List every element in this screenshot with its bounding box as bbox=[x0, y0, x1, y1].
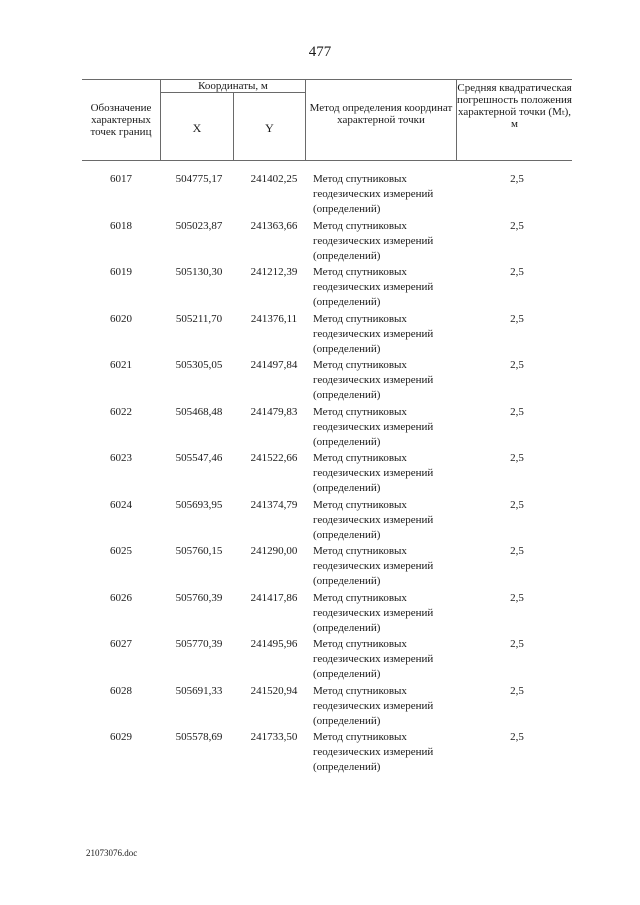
coordinate-y: 241290,00 bbox=[250, 545, 298, 557]
method-cell: Метод спутниковых геодезических измерений (определений) bbox=[313, 591, 434, 634]
coordinate-y: 241376,11 bbox=[250, 312, 298, 325]
method-cell: Метод спутниковых геодезических измерений (определений) bbox=[313, 173, 434, 215]
method-cell: Метод спутниковых геодезических измерений (определений) bbox=[313, 498, 434, 541]
table-row bbox=[82, 265, 575, 312]
coordinate-x: 505211,70 bbox=[175, 312, 223, 325]
coordinate-x: 505691,33 bbox=[175, 684, 223, 697]
point-id: 6018 bbox=[110, 219, 132, 232]
coordinate-x: 505760,39 bbox=[175, 591, 223, 604]
method-cell: Метод спутниковых геодезических измерений (определений) bbox=[313, 266, 434, 308]
coordinate-y: 241212,39 bbox=[250, 266, 298, 278]
table-row bbox=[82, 637, 575, 684]
point-id: 6017 bbox=[110, 173, 132, 185]
table-body bbox=[82, 172, 575, 777]
coordinate-y: 241363,66 bbox=[250, 219, 298, 232]
coordinate-x: 505693,95 bbox=[175, 498, 223, 511]
document-filename: 21073076.doc bbox=[86, 848, 138, 858]
method-cell: Метод спутниковых геодезических измерений (определений) bbox=[313, 684, 434, 727]
method-cell: Метод спутниковых геодезических измерений (определений) bbox=[313, 405, 434, 448]
error-cell: 2,5 bbox=[510, 173, 524, 185]
table-row bbox=[82, 312, 575, 359]
table-row bbox=[82, 358, 575, 405]
coordinate-y: 241520,94 bbox=[250, 684, 298, 697]
table-row bbox=[82, 544, 575, 591]
coordinate-y: 241495,96 bbox=[250, 638, 298, 650]
point-id: 6019 bbox=[110, 266, 132, 278]
point-id: 6025 bbox=[110, 545, 132, 557]
header-method: Метод определения координат характерной точки bbox=[309, 102, 453, 126]
point-id: 6024 bbox=[110, 498, 132, 511]
point-id: 6029 bbox=[110, 731, 132, 743]
table-row bbox=[82, 498, 575, 545]
error-cell: 2,5 bbox=[510, 312, 524, 325]
method-cell: Метод спутниковых геодезических измерений (определений) bbox=[313, 731, 434, 773]
coordinate-x: 505130,30 bbox=[175, 266, 223, 278]
error-cell: 2,5 bbox=[510, 684, 524, 697]
coordinate-y: 241479,83 bbox=[250, 405, 298, 418]
coordinate-x: 505305,05 bbox=[175, 359, 223, 371]
table-row bbox=[82, 219, 575, 266]
coordinate-x: 505468,48 bbox=[175, 405, 223, 418]
header-designation: Обозначение характерных точек границ bbox=[90, 102, 152, 138]
divider-vertical bbox=[305, 79, 306, 161]
error-cell: 2,5 bbox=[510, 638, 524, 650]
error-cell: 2,5 bbox=[510, 591, 524, 604]
coordinate-x: 504775,17 bbox=[175, 173, 223, 185]
header-error: Средняя квадратическая погрешность положения характерной точки (Mₜ), м bbox=[457, 82, 572, 130]
coordinate-y: 241733,50 bbox=[250, 731, 298, 743]
coordinate-x: 505023,87 bbox=[175, 219, 223, 232]
method-cell: Метод спутниковых геодезических измерений (определений) bbox=[313, 638, 434, 680]
coordinate-y: 241522,66 bbox=[250, 452, 298, 464]
point-id: 6027 bbox=[110, 638, 132, 650]
table-row bbox=[82, 451, 575, 498]
error-cell: 2,5 bbox=[510, 405, 524, 418]
coordinate-y: 241417,86 bbox=[250, 591, 298, 604]
method-cell: Метод спутниковых геодезических измерений (определений) bbox=[313, 545, 434, 587]
coordinate-x: 505578,69 bbox=[175, 731, 223, 743]
coordinate-x: 505760,15 bbox=[175, 545, 223, 557]
error-cell: 2,5 bbox=[510, 219, 524, 232]
header-y: Y bbox=[265, 121, 274, 135]
coordinate-y: 241402,25 bbox=[250, 173, 298, 185]
error-cell: 2,5 bbox=[510, 545, 524, 557]
error-cell: 2,5 bbox=[510, 731, 524, 743]
header-coordinates: Координаты, м bbox=[198, 80, 268, 92]
table-row bbox=[82, 730, 575, 777]
point-id: 6028 bbox=[110, 684, 132, 697]
page-number: 477 bbox=[308, 44, 332, 60]
method-cell: Метод спутниковых геодезических измерений (определений) bbox=[313, 219, 434, 262]
coordinate-y: 241374,79 bbox=[250, 498, 298, 511]
table-row bbox=[82, 172, 575, 219]
method-cell: Метод спутниковых геодезических измерений (определений) bbox=[313, 359, 434, 401]
error-cell: 2,5 bbox=[510, 452, 524, 464]
table-row bbox=[82, 591, 575, 638]
coordinate-x: 505770,39 bbox=[175, 638, 223, 650]
table-row bbox=[82, 684, 575, 731]
coordinates-table bbox=[82, 172, 575, 777]
point-id: 6020 bbox=[110, 312, 132, 325]
point-id: 6026 bbox=[110, 591, 132, 604]
point-id: 6022 bbox=[110, 405, 132, 418]
point-id: 6021 bbox=[110, 359, 132, 371]
header-x: X bbox=[192, 121, 202, 135]
method-cell: Метод спутниковых геодезических измерений (определений) bbox=[313, 452, 434, 494]
error-cell: 2,5 bbox=[510, 498, 524, 511]
error-cell: 2,5 bbox=[510, 266, 524, 278]
method-cell: Метод спутниковых геодезических измерений (определений) bbox=[313, 312, 434, 355]
table-row bbox=[82, 405, 575, 452]
coordinate-x: 505547,46 bbox=[175, 452, 223, 464]
error-cell: 2,5 bbox=[510, 359, 524, 371]
header-bottom-rule bbox=[82, 160, 572, 161]
coordinate-y: 241497,84 bbox=[250, 359, 298, 371]
point-id: 6023 bbox=[110, 452, 132, 464]
header-top-rule bbox=[82, 79, 572, 80]
